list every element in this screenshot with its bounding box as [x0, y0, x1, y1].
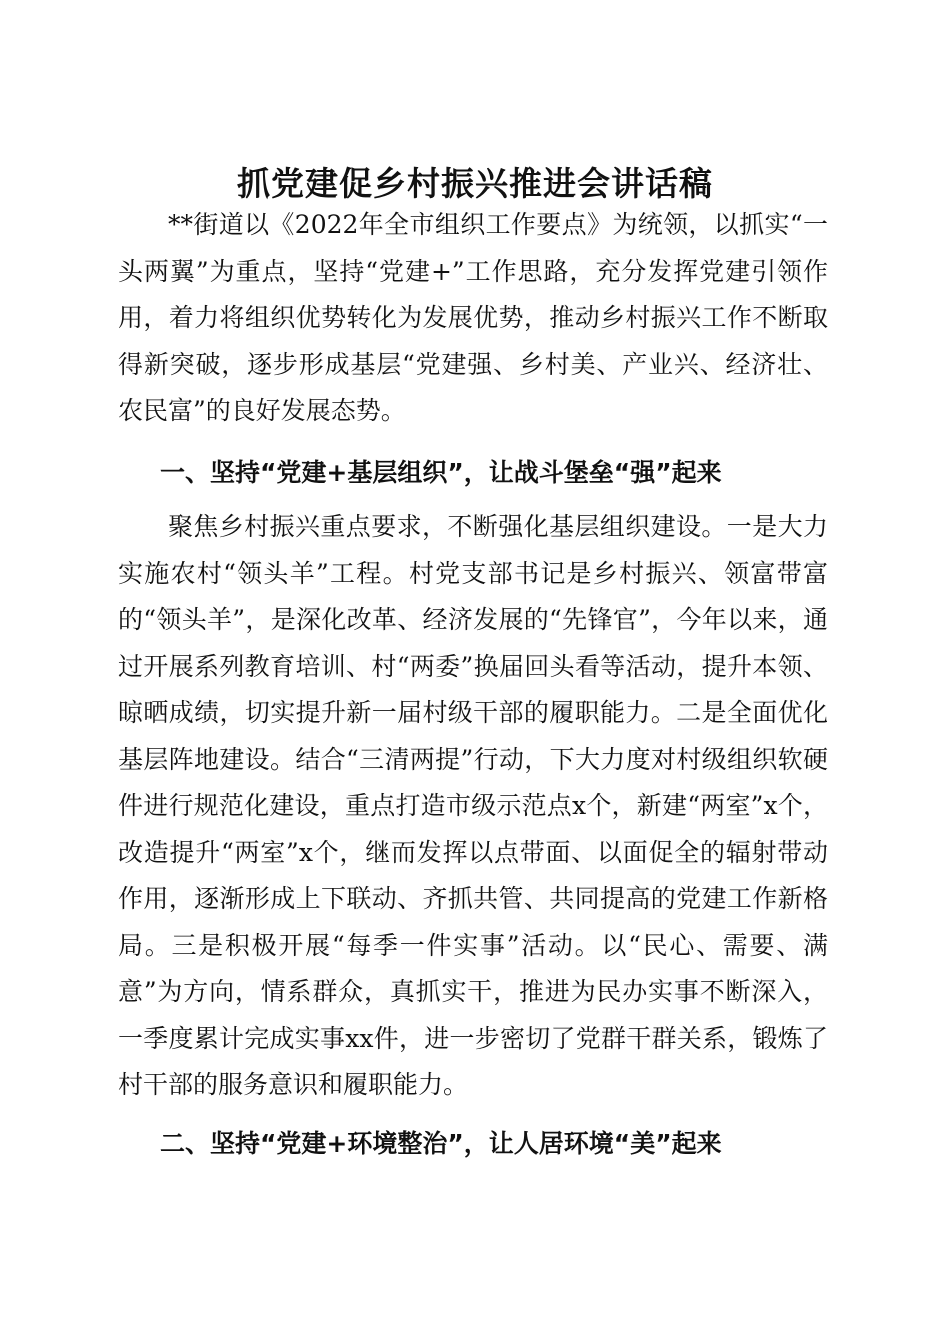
- section-2-heading: 二、坚持“党建+环境整治”，让人居环境“美”起来: [160, 1129, 722, 1158]
- section-1-heading: 一、坚持“党建+基层组织”，让战斗堡垒“强”起来: [160, 458, 722, 487]
- document-title: 抓党建促乡村振兴推进会讲话稿: [237, 164, 713, 204]
- section-1-paragraph: 聚焦乡村振兴重点要求，不断强化基层组织建设。一是大力实施农村“领头羊”工程。村党支部书记是乡村振兴、领富带富的“领头羊”，是深化改革、经济发展的“先锋官”，今年以来，通过开展系列教育培训、村“两委”换届回头看等活动，提升本领、晾晒成绩，切实提升新一届村级干部的履职能力。二是全面优化基层阵地建设。结合“三清两提”行动，下大力度对村级组织软硬件进行规范化建设，重点打造市级示范点x个，新建“两室”x个，改造提升“两室”x个，继而发挥以点带面、以面促全的辐射带动作用，逐渐形成上下联动、齐抓共管、共同提高的党建工作新格局。三是积极开展“每季一件实事”活动。以“民心、需要、满意”为方向，情系群众，真抓实干，推进为民办实事不断深入，一季度累计完成实事xx件，进一步密切了党群干群关系，锻炼了村干部的服务意识和履职能力。: [118, 512, 828, 1099]
- intro-paragraph: **街道以《2022年全市组织工作要点》为统领，以抓实“一头两翼”为重点，坚持“党建+”工作思路，充分发挥党建引领作用，着力将组织优势转化为发展优势，推动乡村振兴工作不断取得新突破，逐步形成基层“党建强、乡村美、产业兴、经济壮、农民富”的良好发展态势。: [118, 210, 828, 425]
